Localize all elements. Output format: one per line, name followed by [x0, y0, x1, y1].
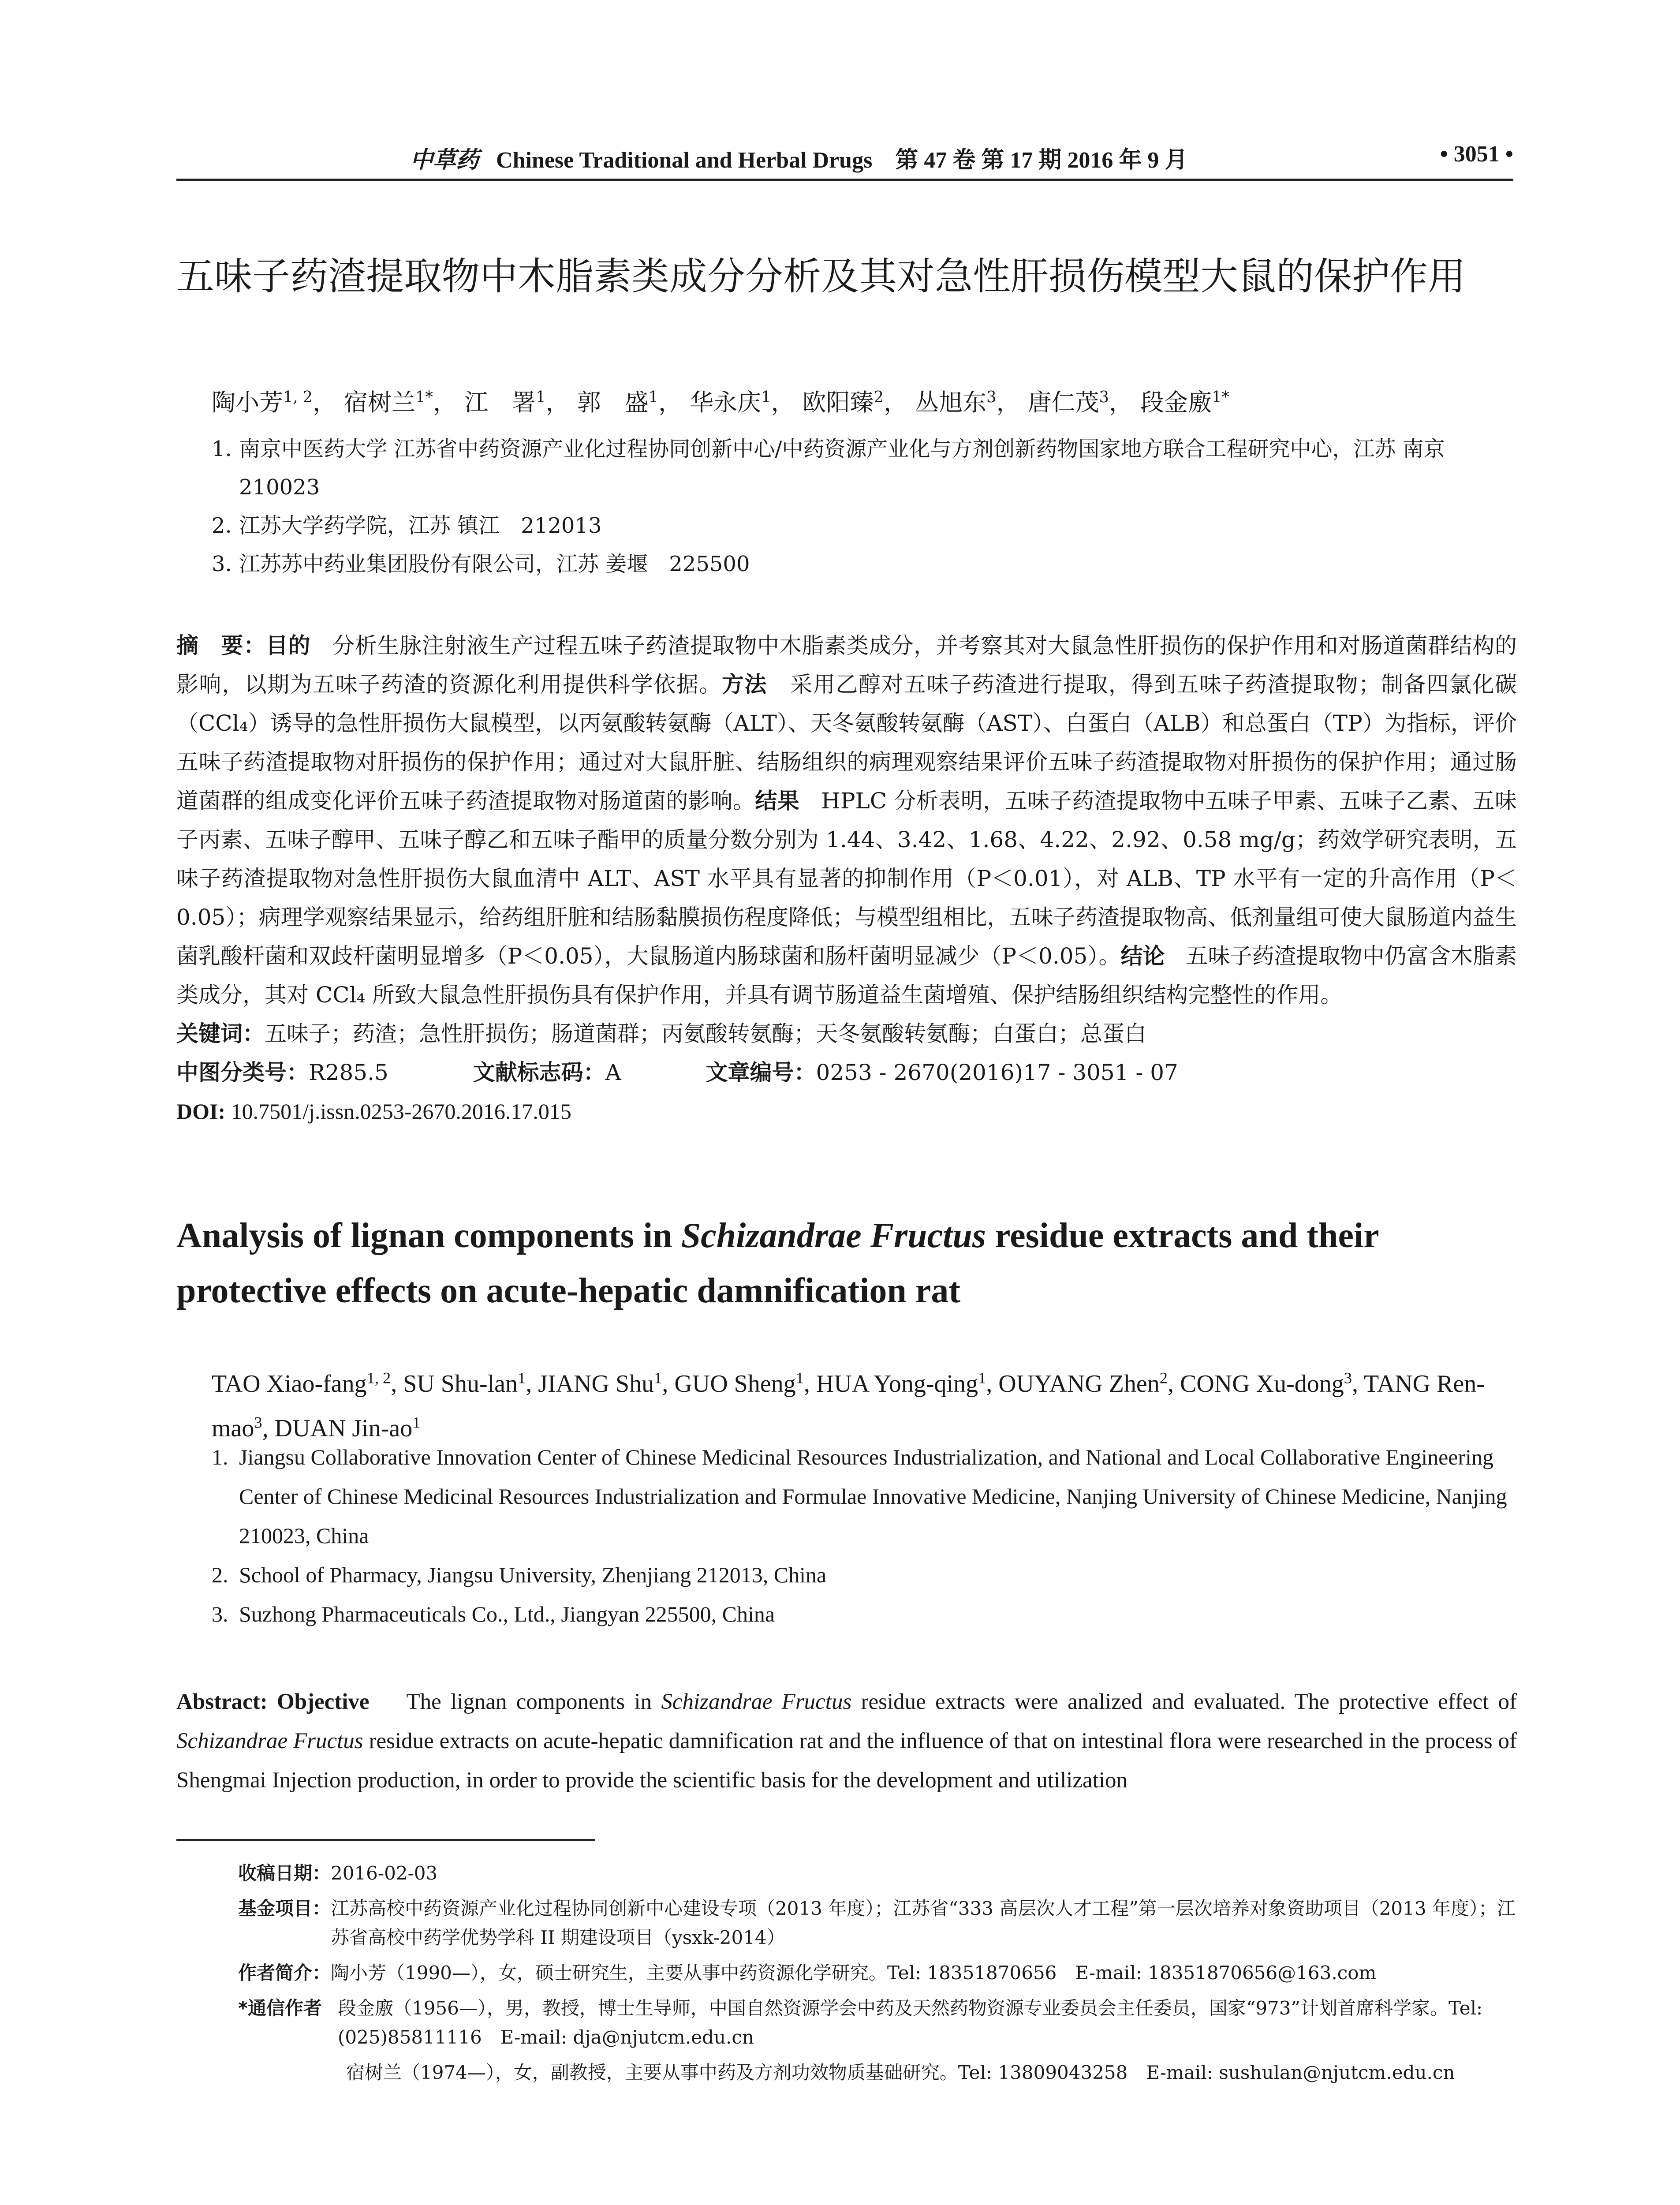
doi-line: DOI: 10.7501/j.issn.0253-2670.2016.17.015: [176, 1099, 571, 1124]
author-zh: 丛旭东$^3$: [915, 388, 997, 416]
footnote-divider: [176, 1839, 595, 1841]
conclusion-label: 结论: [1120, 943, 1165, 969]
author-en: DUAN Jin-$ao^1$: [274, 1413, 421, 1443]
journal-header: [410, 141, 1187, 174]
affiliation-en: 1. Jiangsu Collaborative Innovation Center of Chinese Medicinal Resources Industrialization, and National and Local Collaborative Engineering Center of Chinese Medicinal Resources Industrialization and Formulae Innovative Medicine, Nanjing University of Chinese Medicine, Nanjing 210023, China: [212, 1445, 1507, 1548]
doi-link[interactable]: 10.7501/j.issn.0253-2670.2016.17.015: [231, 1099, 571, 1124]
abstract-label: 摘 要：: [176, 633, 266, 658]
author-en: TAO Xiao-fang$^{1, 2}$: [212, 1369, 391, 1398]
author-zh: 郭 盛$^1$: [577, 388, 658, 416]
affiliation-zh: 3. 江苏苏中药业集团股份有限公司，江苏 姜堰 225500: [212, 552, 750, 576]
objective-text: 分析生脉注射液生产过程五味子药渣提取物中木脂素类成分，并考察其对大鼠急性肝损伤的保护作用和对肠道菌群结构的影响，以期为五味子药渣的资源化利用提供科学依据。: [176, 633, 1517, 697]
author-zh: 江 署$^1$: [464, 388, 546, 416]
author-zh: 华永庆$^1$: [690, 388, 771, 416]
affiliations-zh: [212, 430, 1517, 583]
author-en: CONG Xu-dong$^3$: [1180, 1369, 1352, 1398]
article-title-zh: 五味子药渣提取物中木脂素类成分分析及其对急性肝损伤模型大鼠的保护作用: [176, 254, 1466, 299]
method-label: 方法: [721, 672, 768, 697]
abstract-en-label: Abstract: Objective: [176, 1689, 370, 1714]
method-text: 采用乙醇对五味子药渣进行提取，得到五味子药渣提取物；制备四氯化碳（CCl₄）诱导的急性肝损伤大鼠模型，以丙氨酸转氨酶（ALT）、天冬氨酸转氨酶（AST）、白蛋白（ALB）和总蛋白（TP）为指标，评价五味子药渣提取物对肝损伤的保护作用；通过对大鼠肝脏、结肠组织的病理观察结果评价五味子药渣提取物对肝损伤的保护作用；通过肠道菌群的组成变化评价五味子药渣提取物对肠道菌的影响。: [176, 672, 1517, 814]
author-zh: 陶小芳$^{1, 2}$: [212, 388, 313, 416]
corresponding-author-2: 宿树兰（1974—），女，副教授，主要从事中药及方剂功效物质基础研究。Tel: 13809043258 E-mail: sushulan@njutcm.edu.cn: [346, 2062, 1455, 2083]
journal-name-zh: 中草药: [410, 146, 479, 173]
result-text: HPLC 分析表明，五味子药渣提取物中五味子甲素、五味子乙素、五味子丙素、五味子醇甲、五味子醇乙和五味子酯甲的质量分数分别为 1.44、3.42、1.68、4.22、2.92、0.58 mg/g；药效学研究表明，五味子药渣提取物对急性肝损伤大鼠血清中 ALT、AST 水平具有显著的抑制作用（P＜0.01），对 ALB、TP 水平有一定的升高作用（P＜0.05）；病理学观察结果显示，给药组肝脏和结肠黏膜损伤程度降低；与模型组相比，五味子药渣提取物高、低剂量组可使大鼠肠道内益生菌乳酸杆菌和双歧杆菌明显增多（P＜0.05），大鼠肠道内肠球菌和肠杆菌明显减少（P＜0.05）。: [176, 788, 1517, 969]
affiliation-zh: 2. 江苏大学药学院，江苏 镇江 212013: [212, 513, 602, 538]
funding-note: 基金项目： 江苏高校中药资源产业化过程协同创新中心建设专项（2013 年度）；江苏省“333 高层次人才工程”第一层次培养对象资助项目（2013 年度）；江苏省高校中药学优势学科 II 期建设项目（ysxk-2014）: [238, 1898, 1516, 1948]
author-en: SU Shu-lan$^1$: [403, 1369, 526, 1398]
keywords-zh: 关键词：五味子；药渣；急性肝损伤；肠道菌群；丙氨酸转氨酶；天冬氨酸转氨酶；白蛋白；总蛋白: [176, 1021, 1146, 1046]
running-header: [176, 139, 1513, 181]
abstract-zh: [176, 626, 1517, 1131]
affiliation-zh: 1. 南京中医药大学 江苏省中药资源产业化过程协同创新中心/中药资源产业化与方剂创新药物国家地方联合工程研究中心，江苏 南京 210023: [212, 437, 1466, 500]
author-zh: 欧阳臻$^2$: [802, 388, 884, 416]
author-list-en: TAO Xiao-fang$^{1, 2}$, SU Shu-lan$^1$, JIANG Shu$^1$, GUO Sheng$^1$, HUA Yong-qing$^1$, OUYANG Zhen$^2$, CONG Xu-dong$^3$, TANG Ren-mao$^3$, DUAN Jin-$ao^1$: [212, 1369, 1485, 1443]
author-en: TANG Ren-mao$^3$: [212, 1370, 1485, 1443]
author-list-zh: 陶小芳$^{1, 2}$， 宿树兰$^{1*}$， 江 署$^1$， 郭 盛$^1$， 华永庆$^1$， 欧阳臻$^2$， 丛旭东$^3$， 唐仁茂$^3$， 段金廒$^{1*}$: [212, 388, 1229, 416]
corresponding-author: *通信作者 段金廒（1956—），男，教授，博士生导师，中国自然资源学会中药及天然药物资源专业委员会主任委员，国家“973”计划首席科学家。Tel: (025)85811116 E-mail: dja@njutcm.edu.cn: [238, 1997, 1483, 2048]
author-en: HUA Yong-qing$^1$: [816, 1369, 986, 1398]
affiliations-en: [212, 1438, 1517, 1634]
author-en: GUO Sheng$^1$: [674, 1369, 804, 1398]
result-label: 结果: [755, 788, 800, 814]
author-en: JIANG Shu$^1$: [538, 1369, 662, 1398]
conclusion-text: 五味子药渣提取物中仍富含木脂素类成分，其对 CCl₄ 所致大鼠急性肝损伤具有保护作用，并具有调节肠道益生菌增殖、保护结肠组织结构完整性的作用。: [176, 943, 1517, 1008]
abstract-en: Abstract: Objective The lignan components in Schizandrae Fructus residue extracts were analized and evaluated. The protective effect of Schizandrae Fructus residue extracts on acute-hepatic damnification rat and the influence of that on intestinal flora were researched in the process of Shengmai Injection production, in order to provide the scientific basis for the development and utilization: [176, 1689, 1517, 1793]
article-title-en: Analysis of lignan components in Schizandrae Fructus residue extracts and their protective effects on acute-hepatic damnification rat: [176, 1216, 1379, 1310]
journal-issue: 第 47 卷 第 17 期 2016 年 9 月: [895, 148, 1188, 173]
affiliation-en: 2. School of Pharmacy, Jiangsu University, Zhenjiang 212013, China: [212, 1562, 827, 1587]
author-zh: 宿树兰$^{1*}$: [344, 388, 433, 416]
author-zh: 唐仁茂$^3$: [1027, 388, 1109, 416]
received-date: 收稿日期： 2016-02-03: [238, 1862, 438, 1884]
objective-label: 目的: [265, 633, 311, 658]
author-zh: 段金廒$^{1*}$: [1140, 388, 1229, 416]
footnotes: [238, 1859, 1517, 2087]
affiliation-en: 3. Suzhong Pharmaceuticals Co., Ltd., Jiangyan 225500, China: [212, 1602, 775, 1626]
page-number: • 3051 •: [1440, 142, 1513, 167]
journal-name-en: Chinese Traditional and Herbal Drugs: [496, 148, 873, 173]
author-bio: 作者简介： 陶小芳（1990—），女，硕士研究生，主要从事中药资源化学研究。Tel: 18351870656 E-mail: 18351870656@163.com: [238, 1962, 1377, 1984]
classification-line: 中图分类号：R285.5 文献标志码：A 文章编号：0253 - 2670(2016)17 - 3051 - 07: [176, 1060, 1178, 1085]
author-en: OUYANG Zhen$^2$: [998, 1369, 1168, 1398]
